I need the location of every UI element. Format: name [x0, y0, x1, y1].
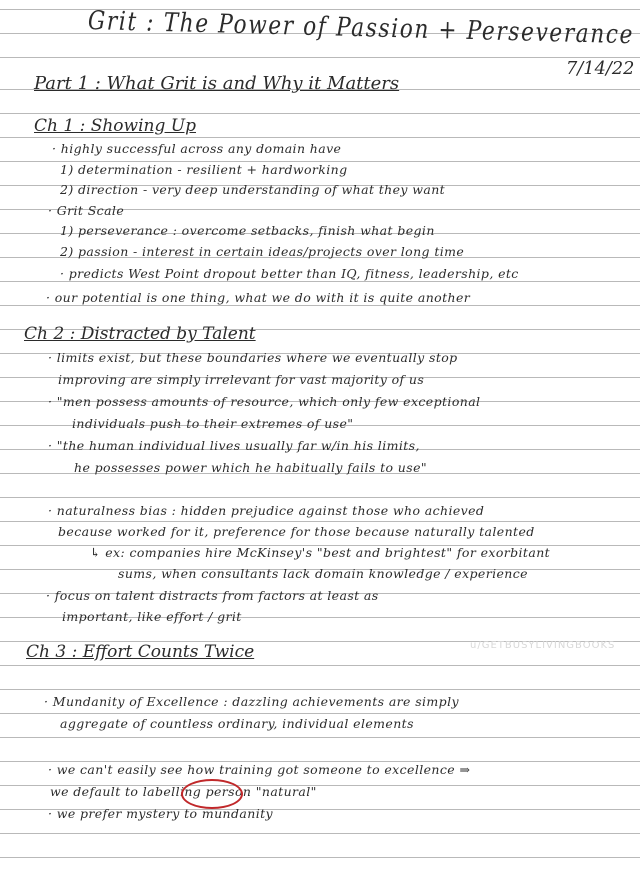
ch2-line: · limits exist, but these boundaries where we eventually stop	[48, 350, 458, 365]
ch1-line: · highly successful across any domain have	[52, 141, 342, 156]
ch3-line: aggregate of countless ordinary, individual elements	[60, 716, 414, 731]
ch1-line: 1) determination - resilient + hardworking	[60, 162, 348, 177]
ch3-line: we default to labelling person "natural"	[50, 784, 317, 799]
ch1-line: · our potential is one thing, what we do with it is quite another	[46, 290, 471, 305]
ch2-line: ↳ ex: companies hire McKinsey's "best and brightest" for exorbitant	[90, 545, 551, 560]
ch3-line: · we prefer mystery to mundanity	[48, 806, 273, 821]
ch2-line: he possesses power which he habitually fails to use"	[74, 460, 428, 475]
chapter-2-heading: Ch 2 : Distracted by Talent	[24, 324, 256, 344]
ch2-line: individuals push to their extremes of use"	[72, 416, 354, 431]
page-title: Grit : The Power of Passion + Perseverance	[87, 6, 635, 51]
ch2-line: improving are simply irrelevant for vast majority of us	[58, 372, 425, 387]
ch3-line: · Mundanity of Excellence : dazzling achievements are simply	[44, 694, 459, 709]
ch2-line: · naturalness bias : hidden prejudice against those who achieved	[48, 503, 485, 518]
date: 7/14/22	[566, 58, 635, 79]
ch2-line: important, like effort / grit	[62, 609, 242, 624]
ch2-line: · focus on talent distracts from factors at least as	[46, 588, 379, 603]
ch2-line: · "the human individual lives usually far w/in his limits,	[48, 438, 420, 453]
ch2-line: sums, when consultants lack domain knowledge / experience	[118, 566, 528, 581]
watermark: u/GETBUSYLIVINGBOOKS	[470, 640, 616, 651]
chapter-1-heading: Ch 1 : Showing Up	[34, 116, 196, 136]
part-heading: Part 1 : What Grit is and Why it Matters	[34, 73, 400, 94]
ch1-line: 2) passion - interest in certain ideas/projects over long time	[60, 244, 465, 259]
ch1-line: 1) perseverance : overcome setbacks, finish what begin	[60, 223, 435, 238]
ch3-line: · we can't easily see how training got someone to excellence ⇒	[48, 762, 471, 777]
chapter-3-heading: Ch 3 : Effort Counts Twice	[26, 642, 255, 662]
ch2-line: because worked for it, preference for those because naturally talented	[58, 524, 535, 539]
ch1-line: 2) direction - very deep understanding of what they want	[60, 182, 446, 197]
red-circle-annotation	[181, 779, 243, 809]
ch1-line: · predicts West Point dropout better than IQ, fitness, leadership, etc	[60, 266, 519, 281]
ch2-line: · "men possess amounts of resource, which only few exceptional	[48, 394, 481, 409]
ch1-line: · Grit Scale	[48, 203, 125, 218]
